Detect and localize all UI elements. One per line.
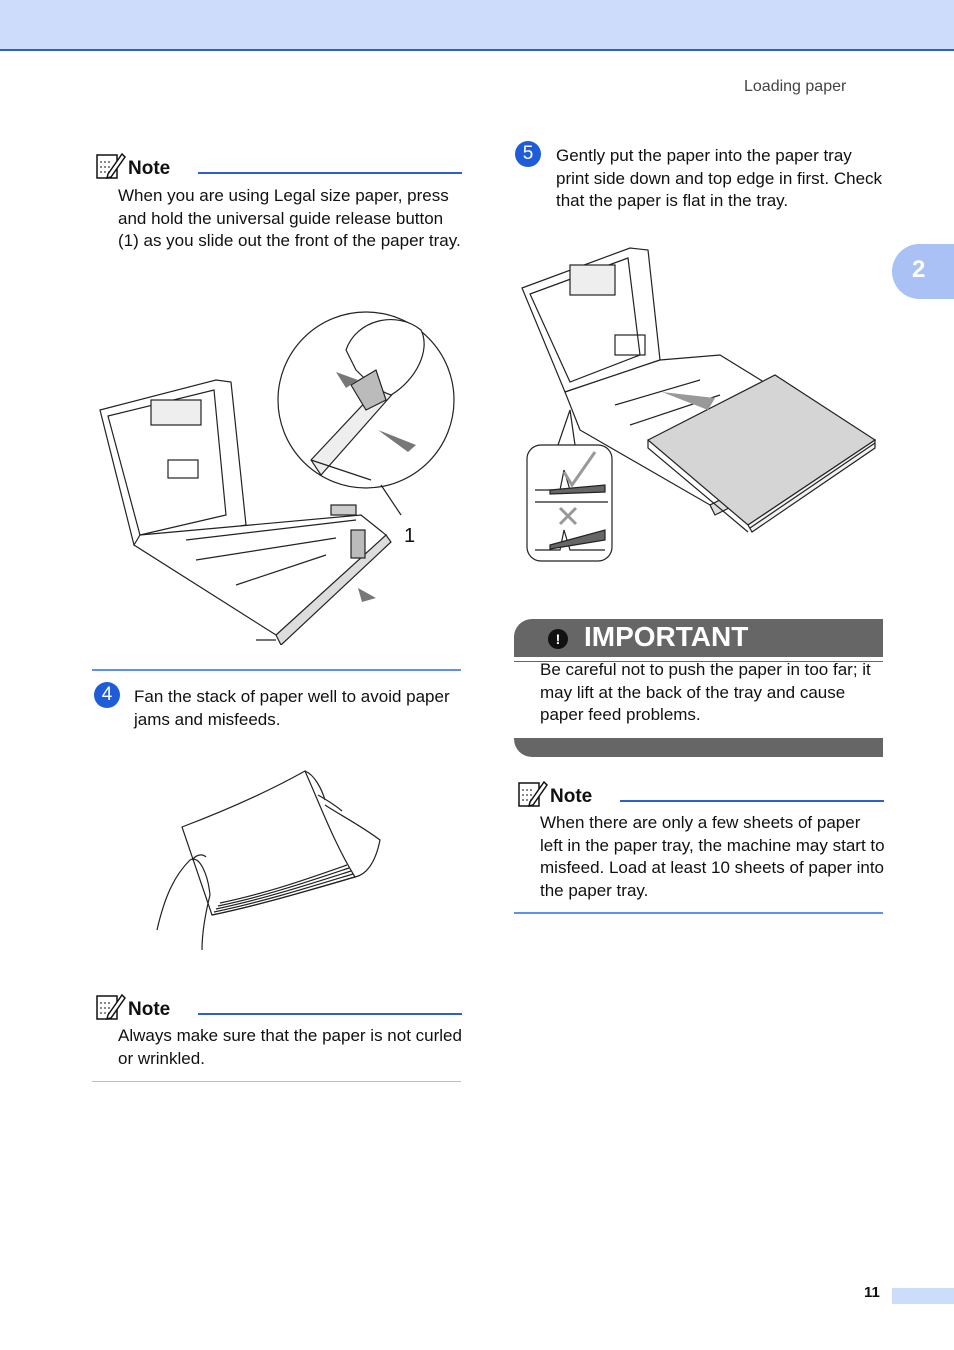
chapter-number: 2: [912, 256, 926, 283]
important-title: IMPORTANT: [584, 621, 749, 652]
note-header: [96, 993, 462, 1023]
note-text: When there are only a few sheets of paper left in the paper tray, the machine may start to misfeed. Load at least 10 sheets of paper into the paper tray.: [540, 813, 885, 900]
step-5-text: Gently put the paper into the paper tray print side down and top edge in first. Check that the paper is flat in the tray.: [556, 146, 883, 210]
paper-tray-guide-figure: [96, 310, 461, 645]
note-pencil-icon: [96, 993, 126, 1021]
footer-band: [892, 1288, 954, 1304]
step-4-text: Fan the stack of paper well to avoid paper jams and misfeeds.: [134, 687, 450, 729]
page-number: 11: [864, 1284, 880, 1301]
note-end-rule: [514, 912, 883, 914]
section-divider: [92, 669, 461, 671]
chapter-tab: [892, 244, 954, 299]
note-label: Note: [128, 999, 171, 1020]
note-end-rule: [92, 1081, 461, 1082]
step-4-badge: 4: [94, 682, 120, 708]
note-rule: [198, 1013, 462, 1015]
note-header: [518, 780, 884, 810]
note-pencil-icon: [96, 152, 126, 180]
section-title: Loading paper: [744, 78, 847, 95]
note-text: Always make sure that the paper is not curled or wrinkled.: [118, 1026, 462, 1068]
note-rule: [620, 800, 884, 802]
important-text: Be careful not to push the paper in too far; it may lift at the back of the tray and cause paper feed problems.: [540, 660, 871, 724]
exclamation-icon: !: [548, 629, 568, 649]
callout-label: 1: [404, 525, 416, 547]
note-label: Note: [550, 786, 593, 807]
note-rule: [198, 172, 462, 174]
important-banner: [514, 619, 883, 657]
step-5-badge: 5: [515, 141, 541, 167]
header-band: [0, 0, 954, 51]
note-text: When you are using Legal size paper, press and hold the universal guide release button (1) as you slide out the front of the paper tray.: [118, 186, 461, 250]
note-label: Note: [128, 158, 171, 179]
paper-insert-figure: [520, 240, 880, 565]
important-footer-band: [514, 738, 883, 757]
fanning-paper-figure: [150, 765, 400, 955]
note-pencil-icon: [518, 780, 548, 808]
note-header: [96, 152, 462, 182]
